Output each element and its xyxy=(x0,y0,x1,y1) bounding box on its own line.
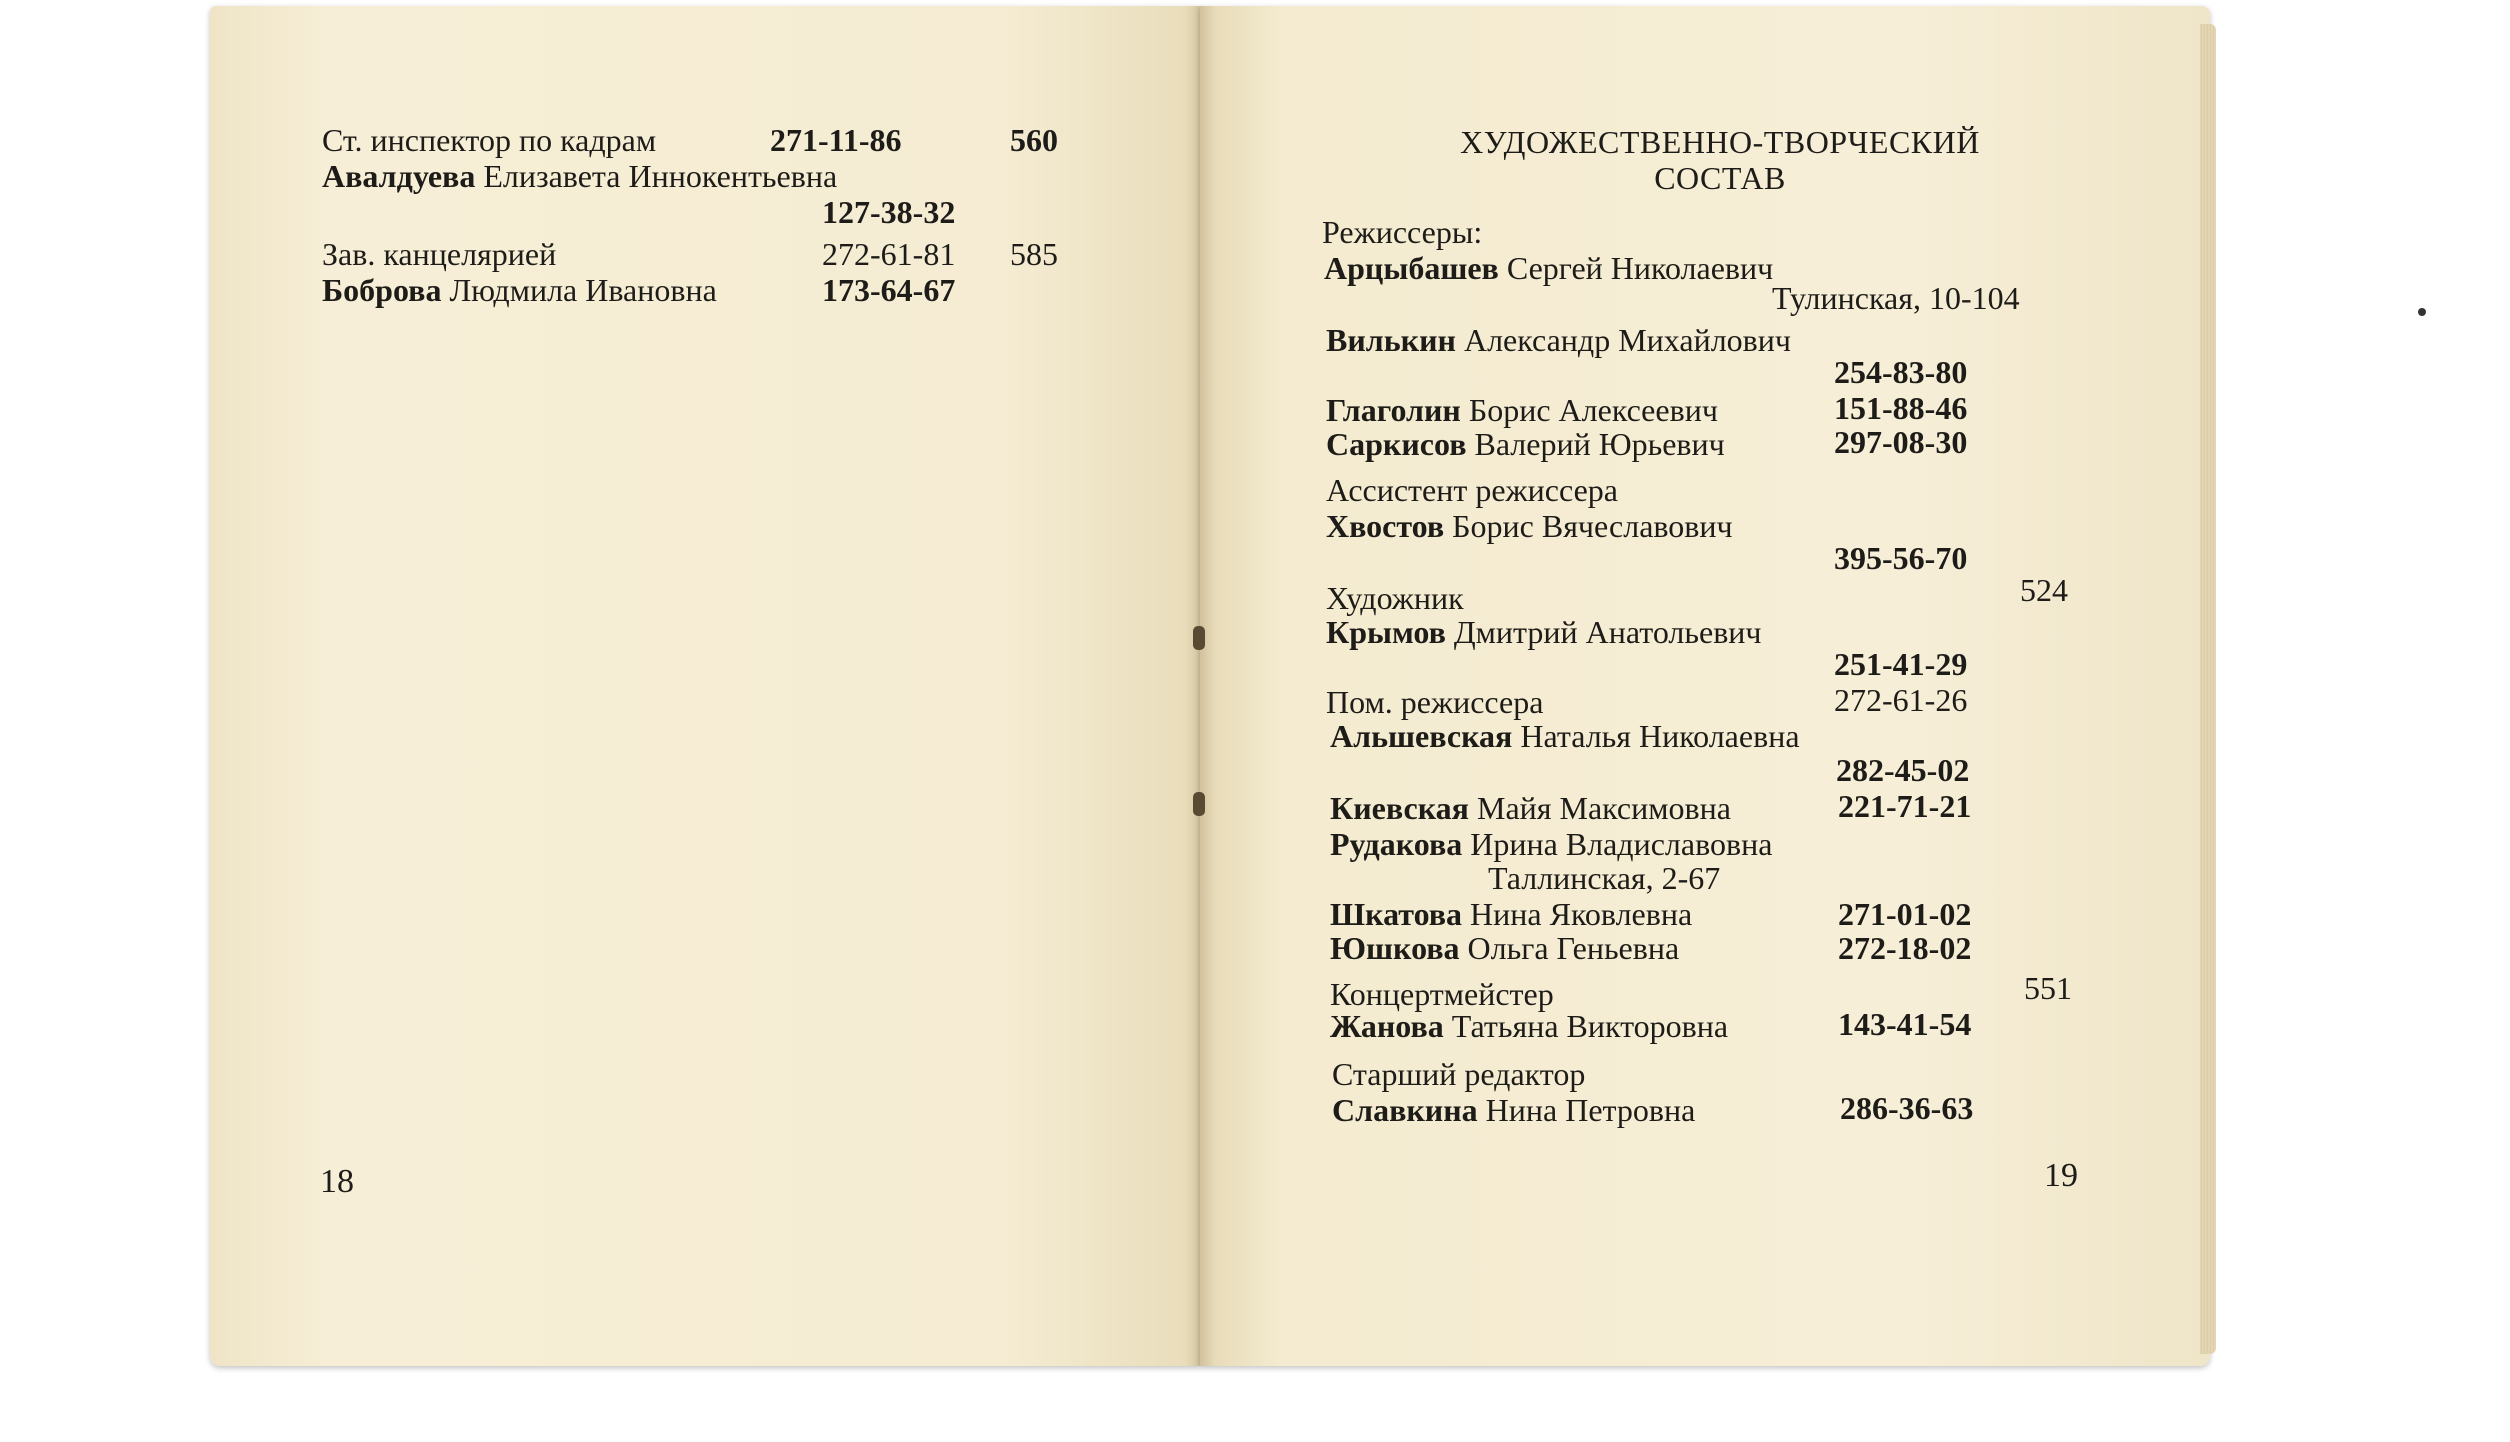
rudakova-surname: Рудакова xyxy=(1330,826,1463,862)
zhanova-given: Татьяна Викторовна xyxy=(1451,1008,1729,1044)
alshevskaya-phone: 282-45-02 xyxy=(1836,752,1970,788)
artsybashev-name xyxy=(1324,250,1773,286)
accompanist-label: Концертмейстер xyxy=(1330,976,1554,1012)
glagolin-given: Борис Алексеевич xyxy=(1468,392,1718,428)
artsybashev-surname: Арцыбашев xyxy=(1324,250,1499,286)
vilkin-given: Александр Михайлович xyxy=(1463,322,1791,358)
artsybashev-address: Тулинская, 10-104 xyxy=(1772,280,2020,316)
shkatova-given: Нина Яковлевна xyxy=(1470,896,1693,932)
kievskaya-name xyxy=(1330,790,1731,826)
bobrova-phone: 173-64-67 xyxy=(822,272,956,308)
khvostov-given: Борис Вячеславович xyxy=(1452,508,1733,544)
bobrova-name xyxy=(322,272,717,308)
vilkin-name xyxy=(1326,322,1791,358)
left-page xyxy=(210,6,1200,1366)
avalduyeva-given: Елизавета Иннокентьевна xyxy=(483,158,838,194)
khvostov-phone: 395-56-70 xyxy=(1834,540,1968,576)
rudakova-address: Таллинская, 2-67 xyxy=(1488,860,1721,896)
hr-inspector-ext: 560 xyxy=(1010,122,1058,158)
sarkisov-given: Валерий Юрьевич xyxy=(1474,426,1725,462)
slavkina-surname: Славкина xyxy=(1332,1092,1478,1128)
office-head-ext: 585 xyxy=(1010,236,1058,272)
office-head-phone: 272-61-81 xyxy=(822,236,956,272)
artsybashev-given: Сергей Николаевич xyxy=(1506,250,1774,286)
asst-director-phone: 272-61-26 xyxy=(1834,682,1968,718)
alshevskaya-given: Наталья Николаевна xyxy=(1520,718,1800,754)
vilkin-phone: 254-83-80 xyxy=(1834,354,1968,390)
staple-top xyxy=(1193,626,1205,650)
senior-editor-label: Старший редактор xyxy=(1332,1056,1586,1092)
glagolin-phone: 151-88-46 xyxy=(1834,390,1968,426)
page-number-right: 19 xyxy=(2044,1157,2078,1194)
zhanova-surname: Жанова xyxy=(1330,1008,1444,1044)
avalduyeva-phone: 127-38-32 xyxy=(822,194,956,230)
alshevskaya-surname: Альшевская xyxy=(1330,718,1513,754)
glagolin-name xyxy=(1326,392,1718,428)
yushkova-surname: Юшкова xyxy=(1330,930,1460,966)
khvostov-name xyxy=(1326,508,1733,544)
zhanova-phone: 143-41-54 xyxy=(1838,1006,1972,1042)
shkatova-name xyxy=(1330,896,1692,932)
spine-fold xyxy=(1185,6,1215,1366)
section-title-line1: ХУДОЖЕСТВЕННО-ТВОРЧЕСКИЙ xyxy=(1460,124,1980,160)
shkatova-phone: 271-01-02 xyxy=(1838,896,1972,932)
office-head-role: Зав. канцелярией xyxy=(322,236,557,272)
krymov-phone: 251-41-29 xyxy=(1834,646,1968,682)
rudakova-given: Ирина Владиславовна xyxy=(1470,826,1773,862)
shkatova-surname: Шкатова xyxy=(1330,896,1463,932)
page-number-left: 18 xyxy=(320,1163,354,1200)
hr-inspector-role: Ст. инспектор по кадрам xyxy=(322,122,657,158)
kievskaya-phone: 221-71-21 xyxy=(1838,788,1972,824)
krymov-name xyxy=(1326,614,1762,650)
sarkisov-phone: 297-08-30 xyxy=(1834,424,1968,460)
yushkova-name xyxy=(1330,930,1679,966)
krymov-surname: Крымов xyxy=(1326,614,1446,650)
asst-director-label: Пом. режиссера xyxy=(1326,684,1544,720)
directors-label: Режиссеры: xyxy=(1322,214,1483,250)
kievskaya-surname: Киевская xyxy=(1330,790,1469,826)
dust-speck xyxy=(2418,308,2426,316)
assistant-director-label: Ассистент режиссера xyxy=(1326,472,1618,508)
sarkisov-surname: Саркисов xyxy=(1326,426,1467,462)
artist-label: Художник xyxy=(1326,580,1464,616)
alshevskaya-name xyxy=(1330,718,1800,754)
avalduyeva-name xyxy=(322,158,837,194)
kievskaya-given: Майя Максимовна xyxy=(1476,790,1731,826)
avalduyeva-surname: Авалдуева xyxy=(322,158,476,194)
zhanova-name xyxy=(1330,1008,1728,1044)
bobrova-surname: Боброва xyxy=(322,272,442,308)
page-edges xyxy=(2200,24,2216,1354)
staple-bottom xyxy=(1193,792,1205,816)
slavkina-given: Нина Петровна xyxy=(1485,1092,1696,1128)
bobrova-given: Людмила Ивановна xyxy=(449,272,717,308)
krymov-given: Дмитрий Анатольевич xyxy=(1453,614,1762,650)
rudakova-name xyxy=(1330,826,1772,862)
sarkisov-name xyxy=(1326,426,1725,462)
vilkin-surname: Вилькин xyxy=(1326,322,1456,358)
artist-ext: 524 xyxy=(2020,572,2068,608)
slavkina-phone: 286-36-63 xyxy=(1840,1090,1974,1126)
accompanist-ext: 551 xyxy=(2024,970,2072,1006)
glagolin-surname: Глаголин xyxy=(1326,392,1461,428)
yushkova-phone: 272-18-02 xyxy=(1838,930,1972,966)
slavkina-name xyxy=(1332,1092,1695,1128)
khvostov-surname: Хвостов xyxy=(1326,508,1445,544)
yushkova-given: Ольга Геньевна xyxy=(1467,930,1680,966)
section-title-line2: СОСТАВ xyxy=(1654,160,1786,196)
hr-inspector-phone: 271-11-86 xyxy=(770,122,902,158)
